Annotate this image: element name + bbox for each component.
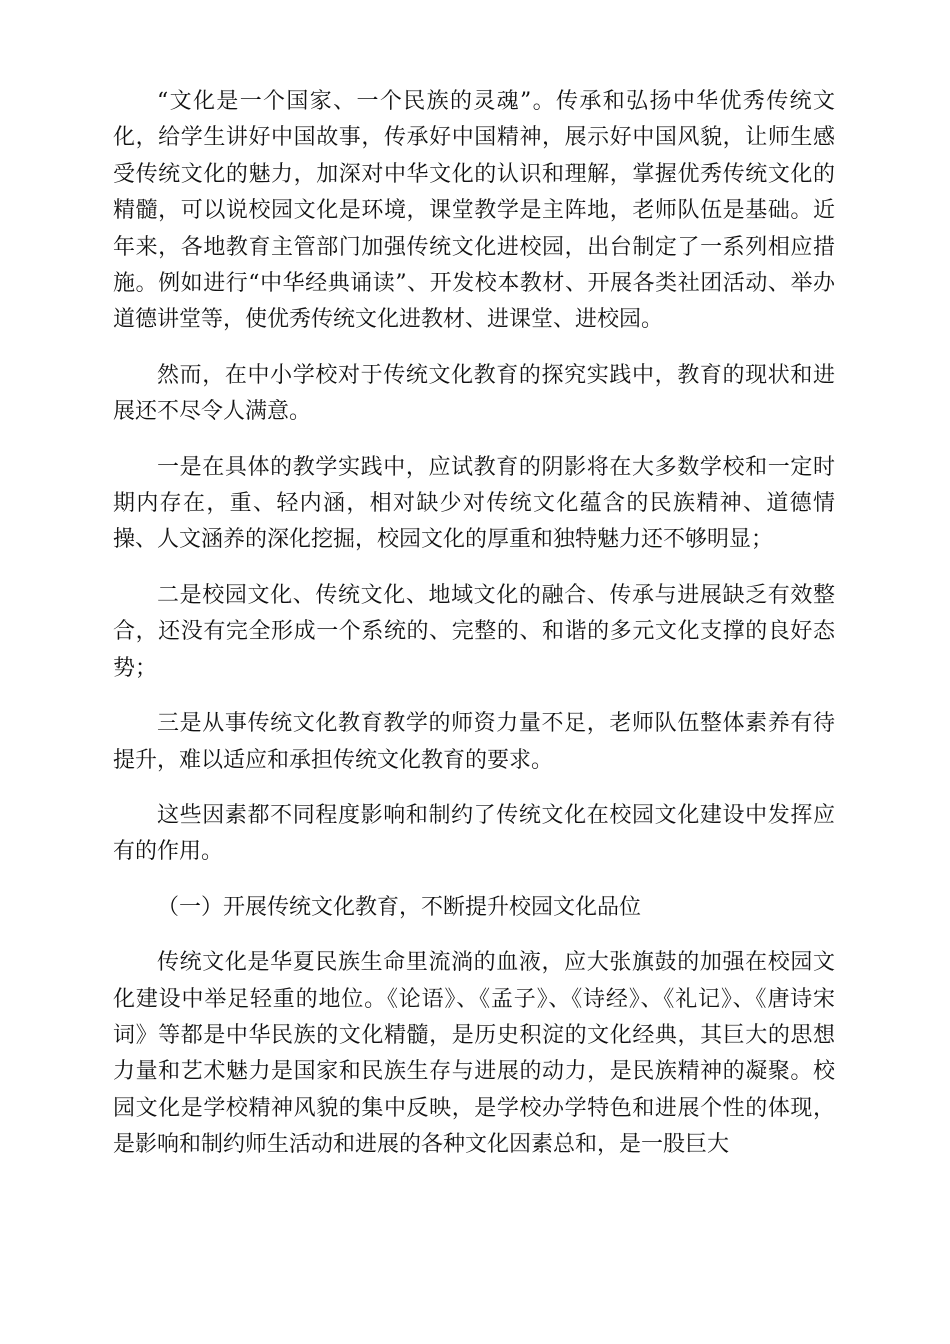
paragraph-intro: “文化是一个国家、一个民族的灵魂”。传承和弘扬中华优秀传统文化，给学生讲好中国故事，传承好中国精神，展示好中国风貌，让师生感受传统文化的魅力，加深对中华文化的认识和理解，掌握优秀传统文化的精髓，可以说校园文化是环境，课堂教学是主阵地，老师队伍是基础。近年来，各地教育主管部门加强传统文化进校园，出台制定了一系列相应措施。例如进行“中华经典诵读”、开发校本教材、开展各类社团活动、举办道德讲堂等，使优秀传统文化进教材、进课堂、进校园。 [113, 89, 835, 333]
paragraph-point-one: 一是在具体的教学实践中，应试教育的阴影将在大多数学校和一定时期内存在，重、轻内涵，相对缺少对传统文化蕴含的民族精神、道德情操、人文涵养的深化挖掘，校园文化的厚重和独特魅力还不够明显； [113, 454, 835, 553]
paragraph-section-body: 传统文化是华夏民族生命里流淌的血液，应大张旗鼓的加强在校园文化建设中举足轻重的地位。《论语》、《孟子》、《诗经》、《礼记》、《唐诗宋词》等都是中华民族的文化精髓，是历史积淀的文化经典，其巨大的思想力量和艺术魅力是国家和民族生存与进展的动力，是民族精神的凝聚。校园文化是学校精神风貌的集中反映，是学校办学特色和进展个性的体现，是影响和制约师生活动和进展的各种文化因素总和，是一股巨大 [113, 950, 835, 1158]
paragraph-status: 然而，在中小学校对于传统文化教育的探究实践中，教育的现状和进展还不尽令人满意。 [113, 362, 835, 425]
section-heading: （一）开展传统文化教育，不断提升校园文化品位 [157, 894, 642, 920]
paragraph-summary: 这些因素都不同程度影响和制约了传统文化在校园文化建设中发挥应有的作用。 [113, 802, 835, 865]
paragraph-point-three: 三是从事传统文化教育教学的师资力量不足，老师队伍整体素养有待提升，难以适应和承担传统文化教育的要求。 [113, 711, 835, 773]
paragraph-point-two: 二是校园文化、传统文化、地域文化的融合、传承与进展缺乏有效整合，还没有完全形成一个系统的、完整的、和谐的多元文化支撑的良好态势； [113, 582, 835, 681]
document-page [113, 84, 835, 1183]
